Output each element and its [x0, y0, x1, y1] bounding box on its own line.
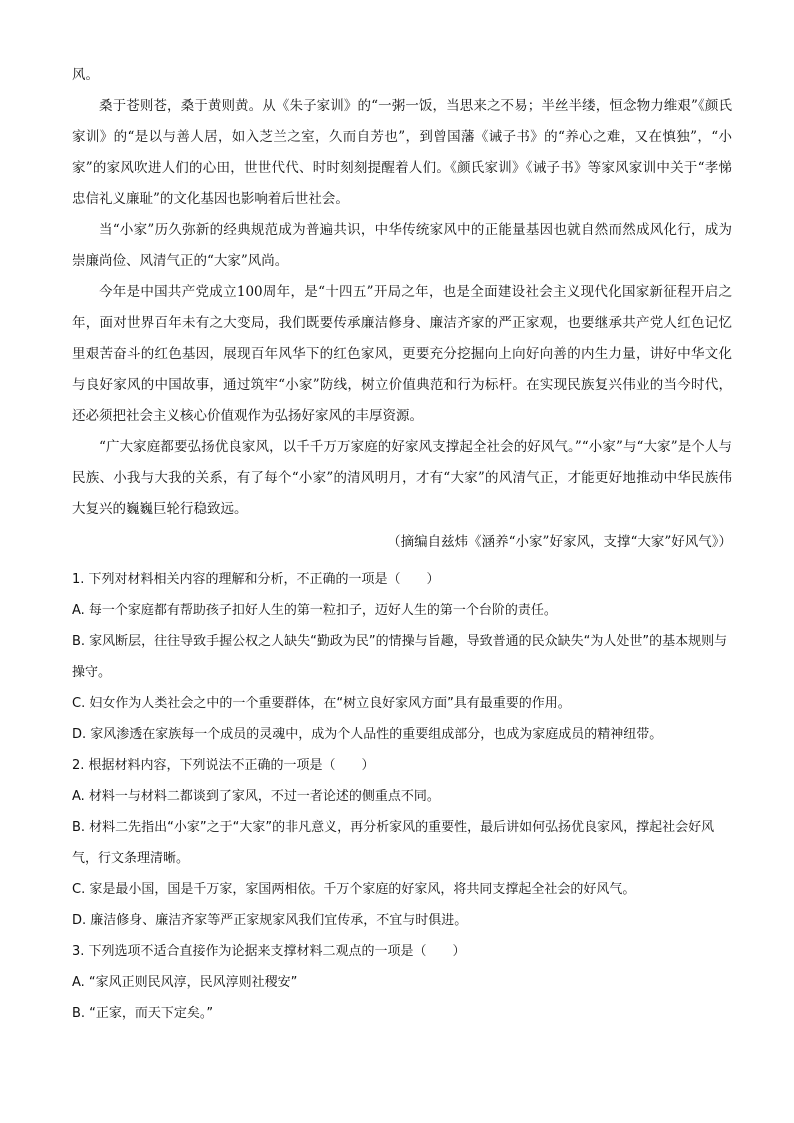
question-list — [72, 564, 732, 1029]
passage-paragraph: 风。 — [72, 67, 99, 83]
passage-paragraph: 当“小家”历久弥新的经典规范成为普遍共识，中华传统家风中的正能量基因也就自然而然成风化行，成为崇廉尚俭、风清气正的“大家”风尚。 — [72, 222, 732, 269]
question-option: A. “家风正则民风淳，民风淳则社稷安” — [72, 975, 298, 990]
passage-source: （摘编自兹炜《涵养“小家”好家风，支撑“大家”好风气》） — [387, 534, 732, 550]
passage-paragraph: 桑于苍则苍，桑于黄则黄。从《朱子家训》的“一粥一饭，当思来之不易；半丝半缕，恒念物力维艰”《颜氏家训》的“是以与善人居，如入芝兰之室，久而自芳也”，到曾国藩《诫子书》的“养心之难，又在慎独”，“小家”的家风吹进人们的心田，世世代代、时时刻刻提醒着人们。《颜氏家训》《诫子书》等家风家训中关于“孝悌忠信礼义廉耻”的文化基因也影响着后世社会。 — [72, 98, 732, 207]
question-option: B. 材料二先指出“小家”之于“大家”的非凡意义，再分析家风的重要性，最后讲如何弘扬优良家风，撑起社会好风气，行文条理清晰。 — [72, 820, 715, 866]
question-stem: 2. 根据材料内容，下列说法不正确的一项是（ ） — [72, 758, 375, 773]
passage-paragraph: 今年是中国共产党成立100周年，是“十四五”开局之年，也是全面建设社会主义现代化国家新征程开启之年，面对世界百年未有之大变局，我们既要传承廉洁修身、廉洁齐家的严正家观，也要继承共产党人红色记忆里艰苦奋斗的红色基因，展现百年风华下的红色家风，更要充分挖掘向上向好向善的内生力量，讲好中华文化与良好家风的中国故事，通过筑牢“小家”防线，树立价值典范和行为标杆。在实现民族复兴伟业的当今时代，还必须把社会主义核心价值观作为弘扬好家风的丰厚资源。 — [72, 284, 732, 424]
question-1 — [72, 564, 732, 750]
question-stem: 1. 下列对材料相关内容的理解和分析，不正确的一项是（ ） — [72, 572, 440, 587]
question-option: B. “正家，而天下定矣。” — [72, 1006, 214, 1021]
question-stem: 3. 下列选项不适合直接作为论据来支撑材料二观点的一项是（ ） — [72, 944, 466, 959]
question-option: B. 家风断层，往往导致手握公权之人缺失“勤政为民”的情操与旨趣，导致普通的民众缺失“为人处世”的基本规则与操守。 — [72, 634, 728, 680]
question-option: C. 妇女作为人类社会之中的一个重要群体，在“树立良好家风方面”具有最重要的作用。 — [72, 696, 571, 711]
question-option: D. 廉洁修身、廉洁齐家等严正家规家风我们宜传承，不宜与时俱进。 — [72, 913, 468, 928]
question-2 — [72, 750, 732, 936]
question-option: A. 材料一与材料二都谈到了家风，不过一者论述的侧重点不同。 — [72, 789, 440, 804]
passage-paragraph: “广大家庭都要弘扬优良家风，以千千万万家庭的好家风支撑起全社会的好风气。”“小家”与“大家”是个人与民族、小我与大我的关系，有了每个“小家”的清风明月，才有“大家”的风清气正，才能更好地推动中华民族伟大复兴的巍巍巨轮行稳致远。 — [72, 439, 732, 517]
reading-passage — [72, 60, 732, 558]
question-option: D. 家风渗透在家族每一个成员的灵魂中，成为个人品性的重要组成部分，也成为家庭成员的精神纽带。 — [72, 727, 663, 742]
question-3 — [72, 936, 732, 1029]
question-option: A. 每一个家庭都有帮助孩子扣好人生的第一粒扣子，迈好人生的第一个台阶的责任。 — [72, 603, 557, 618]
question-option: C. 家是最小国，国是千万家，家国两相依。千万个家庭的好家风，将共同支撑起全社会的好风气。 — [72, 882, 636, 897]
